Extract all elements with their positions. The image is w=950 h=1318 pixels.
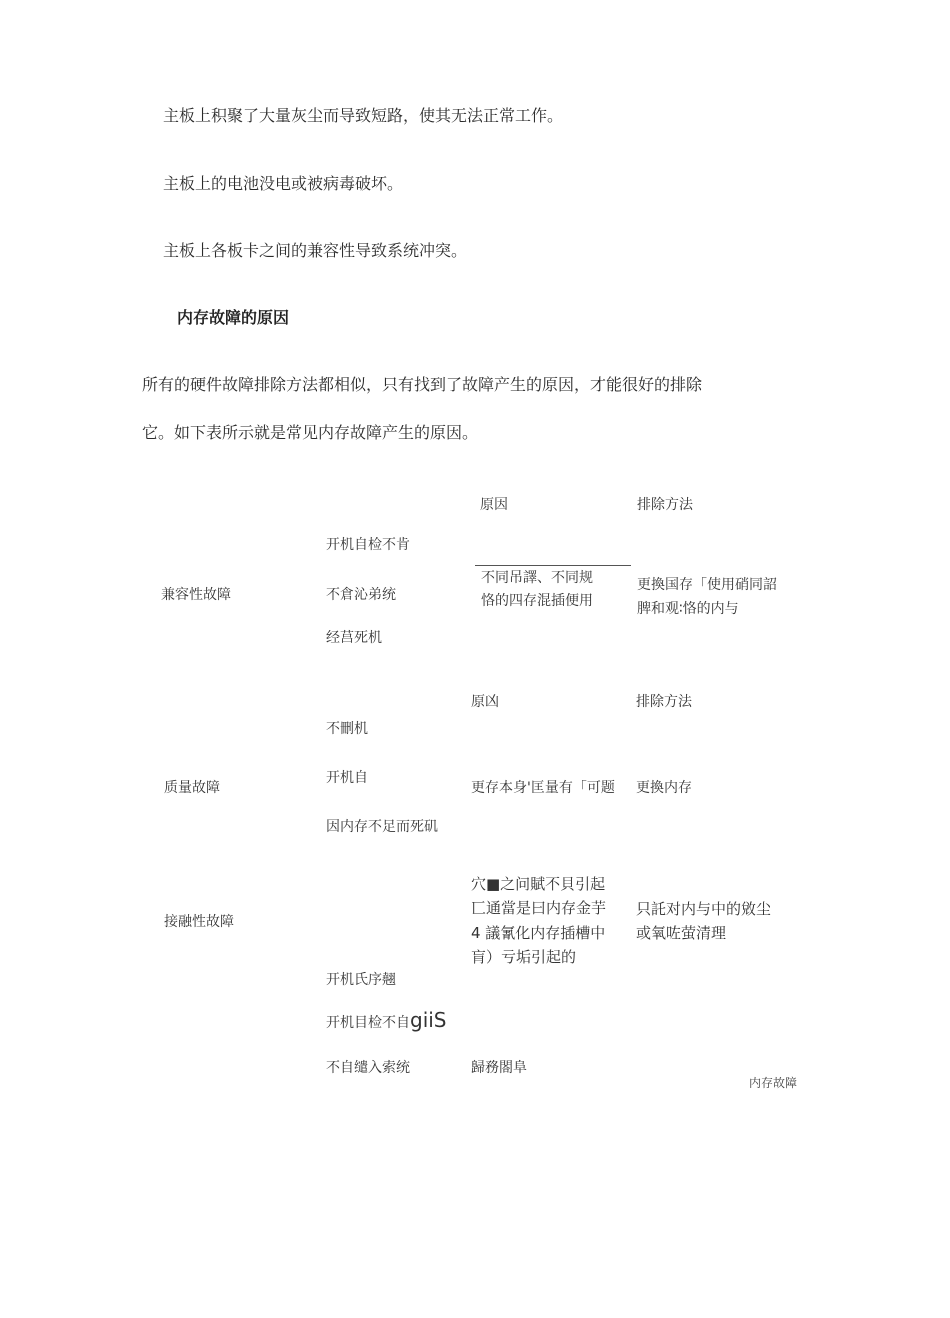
symptom-cell: 因内存不足而死矶 — [326, 819, 438, 835]
table-rule — [475, 565, 631, 566]
symptom-cell: 开机自 — [326, 770, 368, 786]
intro-paragraph-line-2: 它。如下表所示就是常见内存故障产生的原因。 — [142, 423, 479, 442]
reason-cell-line: 肓）亏垢引起的 — [471, 948, 577, 966]
symptom-suffix: giiS — [410, 1008, 447, 1032]
paragraph-card-compatibility: 主板上各板卡之间的兼容性导致系统冲突。 — [163, 241, 468, 260]
header-reason: 原因 — [480, 497, 508, 513]
paragraph-battery-virus: 主板上的电池没电或被病毒破坏。 — [163, 174, 404, 193]
reason-cell: 更存本身'匡量有「可题 — [471, 780, 615, 796]
fix-cell-line: 只託对内与中的敓尘 — [636, 900, 772, 918]
category-cell-compatibility: 兼容性故障 — [161, 587, 231, 603]
category-cell-quality: 质量故障 — [164, 780, 220, 796]
symptom-text: 开机目检不自 — [326, 1015, 410, 1031]
fix-cell-line: 脾和观∶恪的内与 — [637, 601, 739, 617]
paragraph-dust-short-circuit: 主板上积聚了大量灰尘而导致短路，使其无法正常工作。 — [163, 106, 564, 125]
reason-cell-line: 4 議氰化内存插槽中 — [471, 924, 606, 942]
section-heading: 内存故障的原因 — [177, 308, 290, 327]
fix-cell: 更換内存 — [636, 780, 692, 796]
header-fix-method: 排除方法 — [636, 694, 692, 710]
fix-cell-line: 或氧咗萤清理 — [636, 924, 727, 942]
symptom-cell: 不自缱入索统 — [326, 1060, 410, 1076]
symptom-cell: 开机自检不肯 — [326, 537, 410, 553]
reason-cell-line: 穴■之问賦不貝引起 — [471, 875, 606, 893]
symptom-cell: 经莒死机 — [326, 630, 382, 646]
reason-cell-line: 不同吊譯、不同规 — [481, 570, 593, 586]
fix-cell-line: 更換国存「使用硝同詔 — [637, 577, 777, 593]
table-caption: 内存故障 — [749, 1076, 798, 1090]
header-fix-method: 排除方法 — [637, 497, 693, 513]
header-reason: 原凶 — [471, 694, 499, 710]
symptom-cell: 不倉沁弟统 — [326, 587, 396, 603]
symptom-cell: 开机氏序翹 — [326, 972, 396, 988]
reason-cell-line: 匸通當是曰内存金芋 — [471, 899, 607, 917]
symptom-cell: 不刪机 — [326, 721, 368, 737]
reason-cell: 歸務閤阜 — [471, 1060, 527, 1076]
intro-paragraph-line-1: 所有的硬件故障排除方法都相似，只有找到了故障产生的原因，才能很好的排除 — [142, 375, 703, 394]
category-cell-contact: 接融性故障 — [164, 914, 234, 930]
symptom-cell-with-suffix — [326, 1008, 447, 1032]
reason-cell-line: 恪的四存混插便用 — [481, 593, 593, 609]
